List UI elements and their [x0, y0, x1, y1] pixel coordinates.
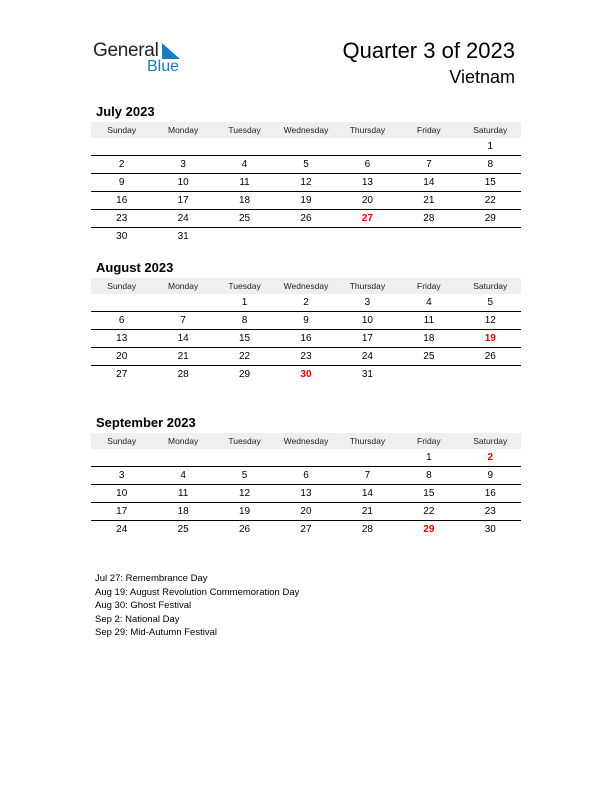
- weekday-label: Sunday: [107, 125, 137, 135]
- day-cell: 30: [484, 524, 496, 535]
- day-cell: 29: [484, 213, 496, 224]
- week-row: [91, 348, 521, 366]
- day-cell: 23: [300, 351, 312, 362]
- day-cell: [398, 366, 459, 383]
- day-cell: 12: [239, 488, 251, 499]
- day-cell: 3: [364, 297, 371, 308]
- day-cell: [214, 228, 275, 245]
- day-cell: 28: [423, 213, 435, 224]
- day-cell: 9: [303, 315, 309, 326]
- weekday-label: Saturday: [473, 125, 508, 135]
- holiday-notes: [95, 572, 299, 640]
- day-cell: [398, 138, 459, 155]
- day-cell: 28: [361, 524, 373, 535]
- day-cell: 20: [300, 506, 312, 517]
- day-cell: 1: [487, 141, 494, 152]
- day-cell: 12: [484, 315, 496, 326]
- day-cell: 27: [116, 369, 128, 380]
- day-cell: 7: [426, 159, 432, 170]
- weekday-label: Friday: [417, 125, 441, 135]
- day-cell: 7: [180, 315, 186, 326]
- day-cell: [214, 138, 275, 155]
- day-cell: 18: [177, 506, 189, 517]
- day-cell: 14: [423, 177, 435, 188]
- day-cell: 5: [303, 159, 309, 170]
- weekday-label: Thursday: [349, 436, 386, 446]
- day-cell: 20: [116, 351, 128, 362]
- weekday-label: Wednesday: [283, 281, 329, 291]
- logo-word-blue: Blue: [147, 58, 180, 75]
- weekday-label: Monday: [168, 281, 199, 291]
- day-cell: 7: [364, 470, 371, 481]
- day-cell: 15: [423, 488, 435, 499]
- day-cell: 8: [487, 159, 494, 170]
- day-cell: 22: [423, 506, 435, 517]
- day-cell: 11: [177, 488, 189, 499]
- day-cell: 15: [239, 333, 251, 344]
- weekday-label: Tuesday: [228, 281, 261, 291]
- day-cell: [337, 228, 398, 245]
- day-cell: 4: [426, 297, 432, 308]
- day-cell: [275, 138, 336, 155]
- country-name: Vietnam: [449, 67, 515, 87]
- weekday-label: Saturday: [473, 436, 508, 446]
- day-cell: 10: [177, 177, 189, 188]
- day-cell: 23: [484, 506, 496, 517]
- day-cell: 14: [361, 488, 373, 499]
- day-cell: 13: [116, 333, 128, 344]
- day-cell: 23: [116, 213, 128, 224]
- holiday-note: Jul 27: Remembrance Day: [95, 573, 208, 584]
- day-cell: 6: [364, 159, 371, 170]
- day-cell: 10: [116, 488, 128, 499]
- day-cell: 3: [118, 470, 125, 481]
- holiday-note: Aug 30: Ghost Festival: [95, 600, 192, 612]
- weekday-label: Tuesday: [228, 436, 261, 446]
- month-calendar-september: [91, 414, 521, 538]
- weekday-label: Monday: [168, 436, 199, 446]
- day-cell: 17: [177, 195, 189, 206]
- day-cell: 19: [300, 195, 312, 206]
- day-cell: 18: [423, 333, 435, 344]
- day-cell: [91, 294, 152, 311]
- day-cell: 1: [241, 297, 248, 308]
- holiday-day-cell: 19: [484, 333, 496, 344]
- day-cell: [337, 138, 398, 155]
- day-cell: 25: [239, 213, 251, 224]
- holiday-day-cell: 30: [300, 369, 312, 380]
- day-cell: 11: [423, 315, 435, 326]
- day-cell: 12: [300, 177, 312, 188]
- day-cell: [152, 449, 213, 466]
- day-cell: 2: [118, 159, 125, 170]
- week-row: [91, 138, 521, 156]
- weekday-label: Monday: [168, 125, 199, 135]
- day-cell: [91, 138, 152, 155]
- day-cell: 13: [300, 488, 312, 499]
- day-cell: 19: [239, 506, 251, 517]
- holiday-note: Sep 29: Mid-Autumn Festival: [95, 627, 217, 639]
- week-row: [91, 521, 521, 538]
- month-calendar-july: [91, 103, 521, 245]
- day-cell: [214, 449, 275, 466]
- day-cell: 16: [116, 195, 128, 206]
- weekday-label: Friday: [417, 281, 441, 291]
- day-cell: 16: [300, 333, 312, 344]
- day-cell: 17: [116, 506, 128, 517]
- week-row: [91, 156, 521, 174]
- day-cell: [337, 449, 398, 466]
- weekday-label: Wednesday: [283, 125, 329, 135]
- day-cell: 17: [361, 333, 373, 344]
- day-cell: 21: [423, 195, 435, 206]
- day-cell: 25: [177, 524, 189, 535]
- day-cell: 4: [180, 470, 186, 481]
- week-row: [91, 467, 521, 485]
- week-row: [91, 228, 521, 245]
- day-cell: 22: [484, 195, 496, 206]
- day-cell: 4: [241, 159, 248, 170]
- day-cell: 16: [484, 488, 496, 499]
- week-row: [91, 294, 521, 312]
- day-cell: 3: [180, 159, 186, 170]
- logo-word-general: General: [93, 40, 159, 61]
- weekday-header-row: [91, 278, 521, 294]
- day-cell: 21: [361, 506, 373, 517]
- week-row: [91, 192, 521, 210]
- weekday-label: Saturday: [473, 281, 508, 291]
- day-cell: 8: [241, 315, 248, 326]
- week-row: [91, 449, 521, 467]
- month-title: August 2023: [96, 260, 174, 275]
- day-cell: 6: [303, 470, 309, 481]
- day-cell: 14: [177, 333, 189, 344]
- day-cell: 26: [300, 213, 312, 224]
- day-cell: 5: [487, 297, 494, 308]
- week-row: [91, 174, 521, 192]
- holiday-day-cell: 2: [487, 452, 494, 463]
- day-cell: 27: [300, 524, 312, 535]
- week-row: [91, 210, 521, 228]
- day-cell: [460, 366, 521, 383]
- day-cell: 31: [361, 369, 373, 380]
- week-row: [91, 330, 521, 348]
- day-cell: 22: [239, 351, 251, 362]
- day-cell: 26: [239, 524, 251, 535]
- day-cell: 9: [118, 177, 125, 188]
- holiday-day-cell: 29: [423, 524, 435, 535]
- day-cell: [91, 449, 152, 466]
- day-cell: [460, 228, 521, 245]
- day-cell: 24: [177, 213, 189, 224]
- day-cell: [152, 294, 213, 311]
- day-cell: 28: [177, 369, 189, 380]
- day-cell: 24: [361, 351, 373, 362]
- day-cell: 24: [116, 524, 128, 535]
- month-calendar-august: [91, 259, 521, 383]
- day-cell: [152, 138, 213, 155]
- holiday-day-cell: 27: [361, 213, 373, 224]
- holiday-note: Sep 2: National Day: [95, 613, 180, 625]
- weekday-label: Sunday: [107, 281, 137, 291]
- day-cell: 21: [177, 351, 189, 362]
- day-cell: 18: [239, 195, 251, 206]
- day-cell: [275, 449, 336, 466]
- week-row: [91, 485, 521, 503]
- day-cell: [275, 228, 336, 245]
- day-cell: 20: [361, 195, 373, 206]
- day-cell: 11: [239, 177, 250, 188]
- weekday-label: Thursday: [349, 281, 386, 291]
- day-cell: 9: [487, 470, 494, 481]
- day-cell: 25: [423, 351, 435, 362]
- day-cell: 1: [426, 452, 432, 463]
- day-cell: 29: [239, 369, 251, 380]
- day-cell: 26: [484, 351, 496, 362]
- day-cell: 30: [116, 231, 128, 242]
- weekday-label: Wednesday: [283, 436, 329, 446]
- day-cell: 10: [361, 315, 373, 326]
- weekday-header-row: [91, 122, 521, 138]
- week-row: [91, 312, 521, 330]
- weekday-label: Sunday: [107, 436, 137, 446]
- weekday-label: Thursday: [349, 125, 386, 135]
- day-cell: 13: [361, 177, 373, 188]
- day-cell: 5: [241, 470, 248, 481]
- day-cell: [398, 228, 459, 245]
- month-title: September 2023: [96, 415, 196, 430]
- month-title: July 2023: [96, 104, 155, 119]
- weekday-label: Tuesday: [228, 125, 261, 135]
- holiday-note: Aug 19: August Revolution Commemoration Day: [95, 586, 300, 598]
- day-cell: 8: [426, 470, 432, 481]
- week-row: [91, 366, 521, 383]
- day-cell: 31: [177, 231, 189, 242]
- page-title: Quarter 3 of 2023: [342, 38, 515, 63]
- weekday-label: Friday: [417, 436, 441, 446]
- week-row: [91, 503, 521, 521]
- day-cell: 6: [118, 315, 125, 326]
- generalblue-logo: [93, 40, 193, 80]
- day-cell: 15: [484, 177, 496, 188]
- day-cell: 2: [303, 297, 309, 308]
- weekday-header-row: [91, 433, 521, 449]
